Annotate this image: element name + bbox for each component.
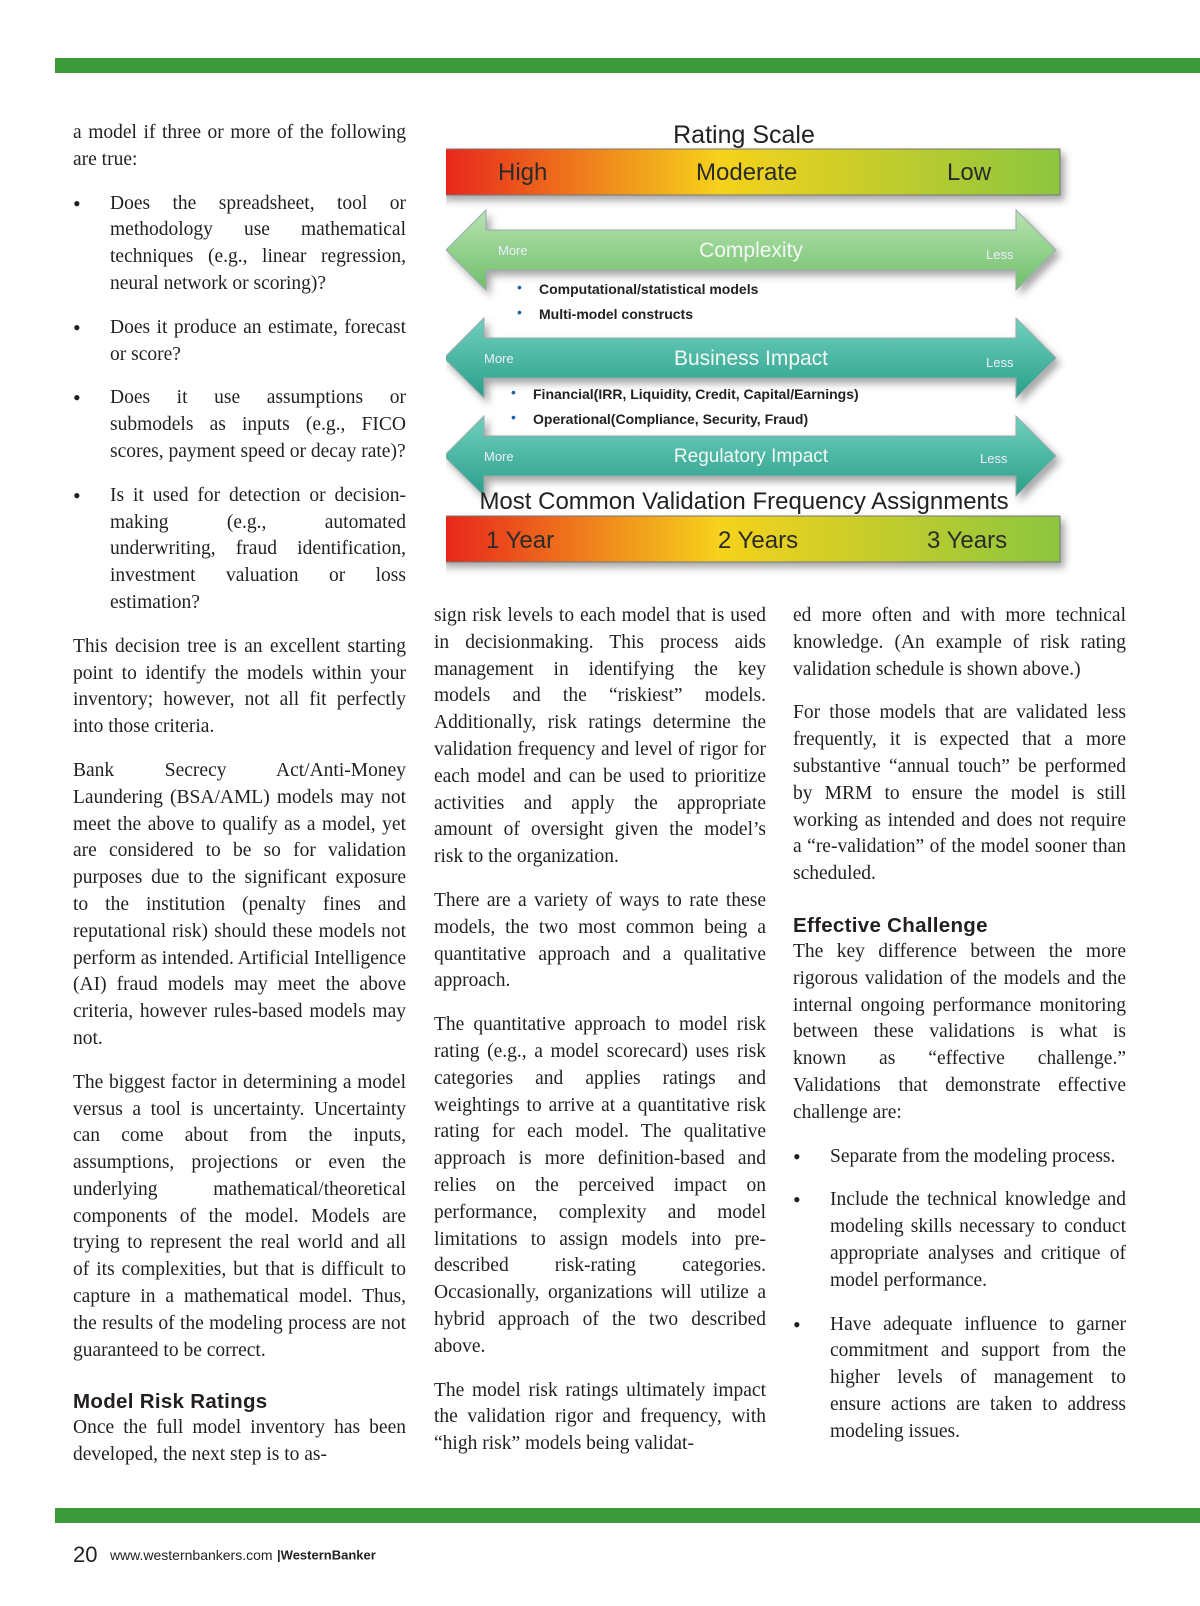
freq-1-year: 1 Year	[486, 527, 555, 554]
complexity-bullet-2: Multi-model constructs	[539, 306, 694, 322]
list-item: • Include the technical knowledge and modeling skills necessary to conduct appropriate analyses and critique of model performance.	[793, 1187, 1126, 1294]
list-item: • Does it produce an estimate, forecast or score?	[73, 315, 406, 369]
list-item: • Have adequate influence to garner commitment and support from the higher levels of management to ensure actions are taken to address modeling issues.	[793, 1312, 1126, 1446]
complexity-label: Complexity	[699, 239, 803, 262]
business-bullet-1: Financial(IRR, Liquidity, Credit, Capital/Earnings)	[533, 386, 859, 402]
regulatory-more: More	[484, 449, 514, 464]
column-2	[434, 603, 766, 1475]
business-more: More	[484, 351, 514, 366]
footer	[73, 1542, 376, 1568]
complexity-bullet-1: Computational/statistical models	[539, 281, 759, 297]
paragraph: For those models that are validated less frequently, it is expected that a more substantive “annual touch” be performed by MRM to ensure the model is still working as intended and does not require a “re-validation” of the model sooner than scheduled.	[793, 702, 1126, 885]
paragraph: Once the full model inventory has been developed, the next step is to as-	[73, 1417, 406, 1466]
bottom-accent-bar	[55, 1508, 1200, 1523]
scale-moderate: Moderate	[696, 159, 798, 186]
section-heading: Model Risk Ratings	[73, 1390, 268, 1414]
paragraph: a model if three or more of the following are true:	[73, 122, 406, 170]
paragraph: The quantitative approach to model risk rating (e.g., a model scorecard) uses risk categories and applies ratings and weightings to arrive at a quantitative risk rating for each model. The qualitative approach is more definition-based and relies on the perceived impact on performance, complexity and model limitations to assign models into pre-described risk-rating categories. Occasionally, organizations will utilize a hybrid approach of the two described above.	[434, 1014, 766, 1357]
regulatory-label: Regulatory Impact	[673, 446, 829, 467]
figure-title: Rating Scale	[673, 121, 815, 149]
page-number: 20	[73, 1542, 98, 1567]
bullet-dot: •	[511, 384, 516, 400]
complexity-less: Less	[986, 247, 1014, 262]
rating-scale-figure	[446, 118, 1086, 606]
challenge-list	[793, 1144, 1126, 1446]
regulatory-less: Less	[980, 451, 1008, 466]
paragraph: The key difference between the more rigorous validation of the models and the internal ongoing performance monitoring between these validations is what is known as “effective challenge.” Validations that demonstrate effective challenge are:	[793, 940, 1126, 1123]
scale-high: High	[498, 159, 548, 186]
paragraph: There are a variety of ways to rate these models, the two most common being a quantitative approach and a qualitative approach.	[434, 889, 766, 992]
criteria-list	[73, 191, 406, 617]
paragraph: ed more often and with more technical knowledge. (An example of risk rating validation schedule is shown above.)	[793, 605, 1126, 680]
bullet-dot: •	[517, 304, 522, 320]
publication-name: |WesternBanker	[277, 1547, 376, 1563]
business-label: Business Impact	[673, 347, 829, 370]
business-bullet-2: Operational(Compliance, Security, Fraud)	[533, 411, 809, 427]
bullet-dot: •	[517, 279, 522, 295]
paragraph: The biggest factor in determining a model versus a tool is uncertainty. Uncertainty can come about from the inputs, assumptions, projections or even the underlying mathematical/theoretical components of the model. Models are trying to represent the real world and all of its complexities, but that is difficult to capture in a mathematical model. Thus, the results of the modeling process are not guaranteed to be correct.	[73, 1071, 406, 1361]
scale-low: Low	[947, 159, 992, 186]
paragraph: This decision tree is an excellent starting point to identify the models within your inventory; however, not all fit perfectly into those criteria.	[73, 635, 406, 738]
freq-3-years: 3 Years	[927, 527, 1008, 554]
column-1	[73, 120, 406, 1486]
freq-2-years: 2 Years	[718, 527, 799, 554]
paragraph: Bank Secrecy Act/Anti-Money Laundering (BSA/AML) models may not meet the above to qualify as a model, yet are considered to be so for validation purposes due to the significant exposure to the institution (penalty fines and reputational risk) should these models not perform as intended. Artificial Intelligence (AI) fraud models may meet the above criteria, however rules-based models may not.	[73, 759, 406, 1049]
paragraph: sign risk levels to each model that is used in decisionmaking. This process aids management in identifying the key models and the “riskiest” models. Additionally, risk ratings determine the validation frequency and level of rigor for each model and can be used to prioritize activities and apply the appropriate amount of oversight given the model’s risk to the organization.	[434, 605, 766, 868]
top-accent-bar	[55, 58, 1200, 73]
list-item: • Is it used for detection or decision-making (e.g., automated underwriting, fraud identification, investment valuation or loss estimation?	[73, 483, 406, 617]
list-item: • Separate from the modeling process.	[793, 1144, 1126, 1171]
section-heading: Effective Challenge	[793, 913, 988, 937]
complexity-more: More	[498, 243, 528, 258]
list-item: • Does it use assumptions or submodels as inputs (e.g., FICO scores, payment speed or decay rate)?	[73, 385, 406, 465]
frequency-title: Most Common Validation Frequency Assignments	[479, 488, 1009, 515]
business-less: Less	[986, 355, 1014, 370]
footer-url[interactable]: www.westernbankers.com	[109, 1547, 273, 1563]
list-item: • Does the spreadsheet, tool or methodology use mathematical techniques (e.g., linear regression, neural network or scoring)?	[73, 191, 406, 298]
bullet-dot: •	[511, 409, 516, 425]
paragraph: The model risk ratings ultimately impact the validation rigor and frequency, with “high risk” models being validat-	[434, 1379, 766, 1455]
column-3	[793, 603, 1126, 1463]
